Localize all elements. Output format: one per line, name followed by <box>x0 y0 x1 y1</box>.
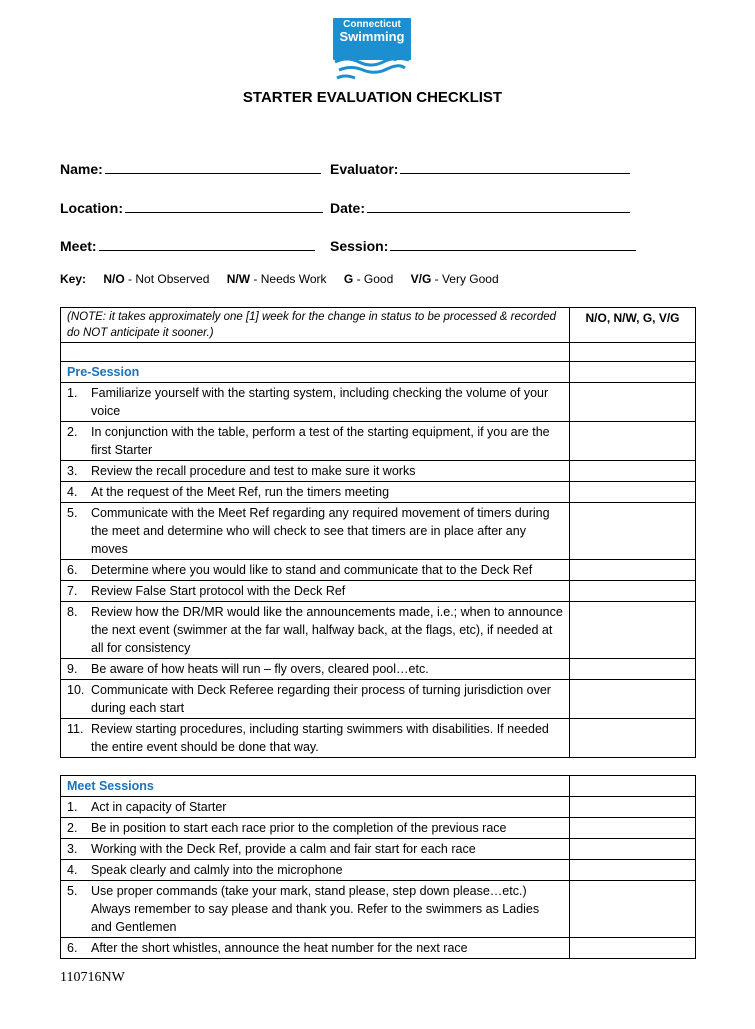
rating-cell[interactable] <box>570 581 696 602</box>
item-number: 7. <box>67 584 78 598</box>
item-text: Determine where you would like to stand and communicate that to the Deck Ref <box>91 563 533 577</box>
meet-sessions-table <box>60 775 696 959</box>
rating-cell[interactable] <box>570 659 696 680</box>
checklist-row <box>61 797 696 818</box>
checklist-item <box>61 422 570 461</box>
item-text: Review False Start protocol with the Deck Ref <box>91 584 346 598</box>
item-text: Be aware of how heats will run – fly overs, cleared pool…etc. <box>91 662 429 676</box>
item-text: Familiarize yourself with the starting system, including checking the volume of your voice <box>91 386 549 418</box>
item-number: 5. <box>67 506 78 520</box>
key-code: G <box>343 272 354 286</box>
section-title-pre-session: Pre-Session <box>61 362 570 383</box>
item-text: Speak clearly and calmly into the microphone <box>91 863 343 877</box>
status-note: (NOTE: it takes approximately one [1] week for the change in status to be processed & recorded do NOT anticipate it sooner.) <box>61 308 570 343</box>
connecticut-swimming-logo <box>333 18 413 84</box>
rating-cell[interactable] <box>570 383 696 422</box>
checklist-row <box>61 503 696 560</box>
item-number: 2. <box>67 821 78 835</box>
rating-cell[interactable] <box>570 818 696 839</box>
name-label: Name: <box>60 161 103 177</box>
checklist-item <box>61 938 570 959</box>
item-text: Working with the Deck Ref, provide a calm and fair start for each race <box>91 842 476 856</box>
meet-line <box>99 236 315 251</box>
pre-session-table <box>60 307 696 758</box>
checklist-item <box>61 680 570 719</box>
date-field <box>330 198 630 216</box>
checklist-row <box>61 860 696 881</box>
checklist-row <box>61 839 696 860</box>
key-desc: - Not Observed <box>124 272 210 286</box>
rating-column-header: N/O, N/W, G, V/G <box>570 308 696 343</box>
table-header-row <box>61 308 696 343</box>
rating-cell[interactable] <box>570 797 696 818</box>
checklist-row <box>61 818 696 839</box>
checklist-item <box>61 503 570 560</box>
checklist-row <box>61 560 696 581</box>
checklist-row <box>61 938 696 959</box>
checklist-row <box>61 581 696 602</box>
logo-line2: Swimming <box>339 29 405 44</box>
key-code: V/G <box>410 272 432 286</box>
item-number: 2. <box>67 425 78 439</box>
checklist-row <box>61 482 696 503</box>
page-title: STARTER EVALUATION CHECKLIST <box>242 89 503 106</box>
rating-cell[interactable] <box>570 482 696 503</box>
checklist-item <box>61 602 570 659</box>
item-text: Review starting procedures, including starting swimmers with disabilities. If needed the entire event should be done that way. <box>91 722 549 754</box>
session-field <box>330 236 636 254</box>
key-desc: - Good <box>353 272 394 286</box>
rating-cell[interactable] <box>570 839 696 860</box>
section-row <box>61 776 696 797</box>
name-line <box>105 159 321 174</box>
item-text: Communicate with the Meet Ref regarding any required movement of timers during the meet and determine who will check to see that timers are in place after any moves <box>91 506 550 556</box>
location-field <box>60 198 323 216</box>
session-line <box>390 236 636 251</box>
key-code: N/W <box>226 272 251 286</box>
key-label: Key: <box>60 272 87 286</box>
item-number: 10. <box>67 683 85 697</box>
section-title-meet-sessions: Meet Sessions <box>61 776 570 797</box>
location-line <box>125 198 323 213</box>
item-number: 3. <box>67 842 78 856</box>
checklist-row <box>61 383 696 422</box>
date-label: Date: <box>330 200 366 216</box>
checklist-row <box>61 719 696 758</box>
rating-cell[interactable] <box>570 560 696 581</box>
item-number: 5. <box>67 884 78 898</box>
meet-field <box>60 236 315 254</box>
item-number: 11. <box>67 722 84 736</box>
meet-label: Meet: <box>60 238 97 254</box>
checklist-row <box>61 659 696 680</box>
rating-cell[interactable] <box>570 938 696 959</box>
rating-cell[interactable] <box>570 461 696 482</box>
rating-cell[interactable] <box>570 422 696 461</box>
checklist-item <box>61 719 570 758</box>
item-number: 8. <box>67 605 78 619</box>
key-code: N/O <box>103 272 125 286</box>
rating-cell[interactable] <box>570 860 696 881</box>
item-number: 6. <box>67 941 78 955</box>
checklist-row <box>61 881 696 938</box>
checklist-item <box>61 461 570 482</box>
swimmer-wave-icon <box>333 56 413 86</box>
evaluator-field <box>330 159 630 177</box>
item-number: 9. <box>67 662 78 676</box>
date-line <box>367 198 630 213</box>
item-text: At the request of the Meet Ref, run the timers meeting <box>91 485 390 499</box>
item-text: After the short whistles, announce the heat number for the next race <box>91 941 468 955</box>
checklist-item <box>61 881 570 938</box>
checklist-item <box>61 482 570 503</box>
item-number: 1. <box>67 800 78 814</box>
checklist-row <box>61 422 696 461</box>
key-desc: - Needs Work <box>250 272 327 286</box>
name-field <box>60 159 321 177</box>
rating-cell[interactable] <box>570 602 696 659</box>
checklist-row <box>61 602 696 659</box>
document-code: 110716NW <box>60 970 125 985</box>
evaluator-line <box>400 159 630 174</box>
rating-cell[interactable] <box>570 881 696 938</box>
spacer-row <box>61 343 696 362</box>
item-text: Review the recall procedure and test to make sure it works <box>91 464 416 478</box>
item-number: 6. <box>67 563 78 577</box>
checklist-item <box>61 860 570 881</box>
logo-line1: Connecticut <box>343 19 401 30</box>
checklist-item <box>61 659 570 680</box>
item-number: 4. <box>67 485 78 499</box>
item-text: Use proper commands (take your mark, stand please, step down please…etc.) Always remember to say please and thank you. Refer to the swimmers as Ladies and Gentlemen <box>91 884 540 934</box>
checklist-item <box>61 839 570 860</box>
checklist-item <box>61 797 570 818</box>
session-label: Session: <box>330 238 389 254</box>
checklist-item <box>61 560 570 581</box>
evaluator-label: Evaluator: <box>330 161 399 177</box>
item-text: In conjunction with the table, perform a test of the starting equipment, if you are the first Starter <box>91 425 550 457</box>
item-text: Act in capacity of Starter <box>91 800 227 814</box>
rating-cell[interactable] <box>570 503 696 560</box>
item-text: Be in position to start each race prior to the completion of the previous race <box>91 821 507 835</box>
section-row <box>61 362 696 383</box>
item-text: Review how the DR/MR would like the announcements made, i.e.; when to announce the next event (swimmer at the far wall, halfway back, at the flags, etc), if needed at all for consistency <box>91 605 563 655</box>
checklist-item <box>61 383 570 422</box>
item-number: 1. <box>67 386 78 400</box>
rating-key <box>60 272 499 286</box>
item-text: Communicate with Deck Referee regarding their process of turning jurisdiction over during each start <box>91 683 551 715</box>
location-label: Location: <box>60 200 123 216</box>
checklist-row <box>61 461 696 482</box>
item-number: 4. <box>67 863 78 877</box>
key-desc: - Very Good <box>431 272 499 286</box>
checklist-item <box>61 818 570 839</box>
checklist-row <box>61 680 696 719</box>
checklist-item <box>61 581 570 602</box>
rating-cell[interactable] <box>570 680 696 719</box>
rating-cell[interactable] <box>570 719 696 758</box>
item-number: 3. <box>67 464 78 478</box>
